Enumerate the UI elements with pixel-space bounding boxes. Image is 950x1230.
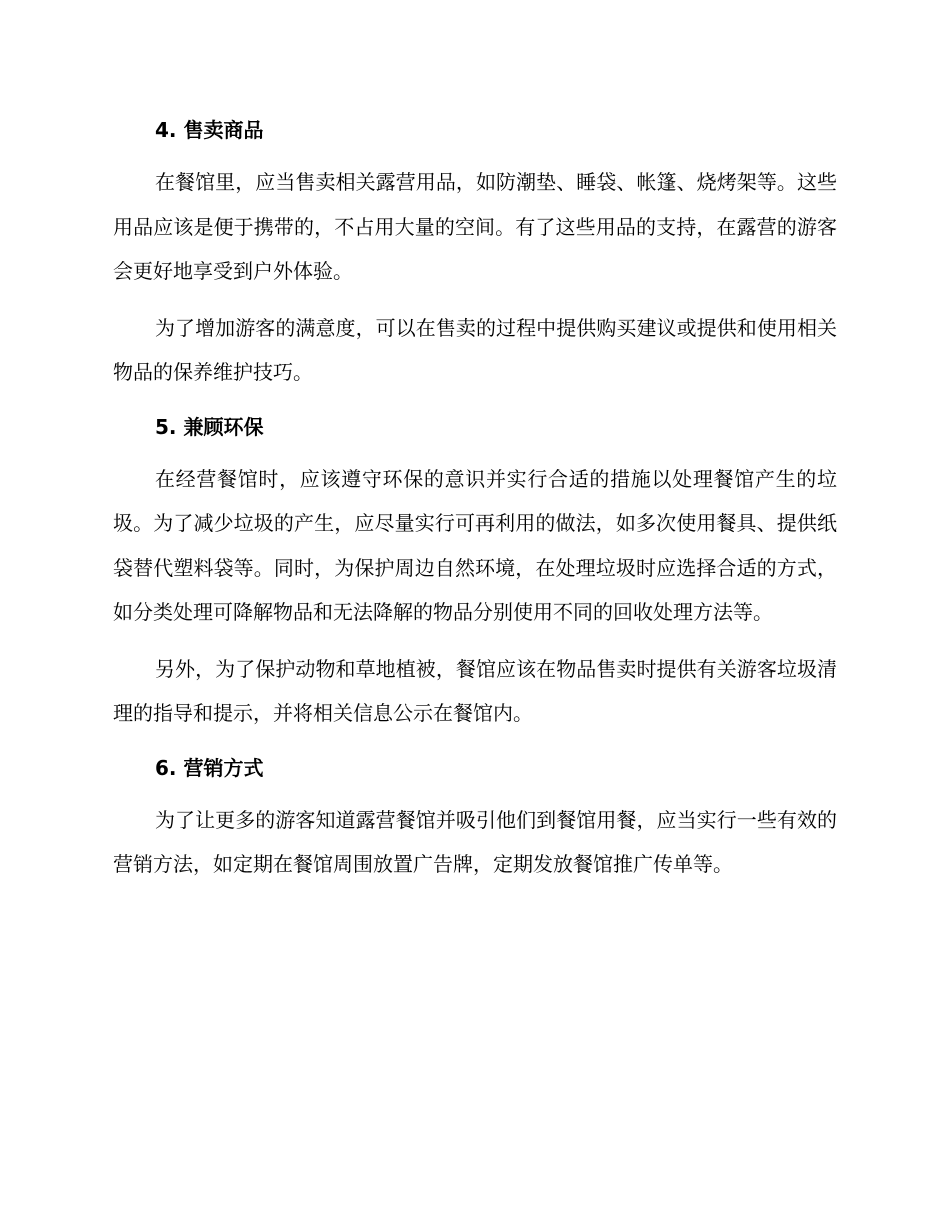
section-heading: 4. 售卖商品: [155, 118, 264, 142]
section-heading: 5. 兼顾环保: [155, 414, 264, 439]
section-sell-goods: [113, 110, 837, 395]
section-marketing: [113, 748, 837, 887]
document-page: [113, 110, 837, 899]
paragraph: 在经营餐馆时，应该遵守环保的意识并实行合适的措施以处理餐馆产生的垃圾。为了减少垃圾的产生，应尽量实行可再利用的做法，如多次使用餐具、提供纸袋替代塑料袋等。同时，为保护周边自然环境，在处理垃圾时应选择合适的方式，如分类处理可降解物品和无法降解的物品分别使用不同的回收处理方法等。: [113, 466, 837, 624]
section-environment: [113, 407, 837, 736]
paragraph: 为了增加游客的满意度，可以在售卖的过程中提供购买建议或提供和使用相关物品的保养维护技巧。: [113, 315, 837, 384]
paragraph: 为了让更多的游客知道露营餐馆并吸引他们到餐馆用餐，应当实行一些有效的营销方法，如定期在餐馆周围放置广告牌，定期发放餐馆推广传单等。: [113, 807, 837, 876]
section-heading: 6. 营销方式: [155, 755, 264, 780]
paragraph: 另外，为了保护动物和草地植被，餐馆应该在物品售卖时提供有关游客垃圾清理的指导和提示，并将相关信息公示在餐馆内。: [113, 656, 837, 725]
paragraph: 在餐馆里，应当售卖相关露营用品，如防潮垫、睡袋、帐篷、烧烤架等。这些用品应该是便于携带的，不占用大量的空间。有了这些用品的支持，在露营的游客会更好地享受到户外体验。: [113, 170, 837, 283]
